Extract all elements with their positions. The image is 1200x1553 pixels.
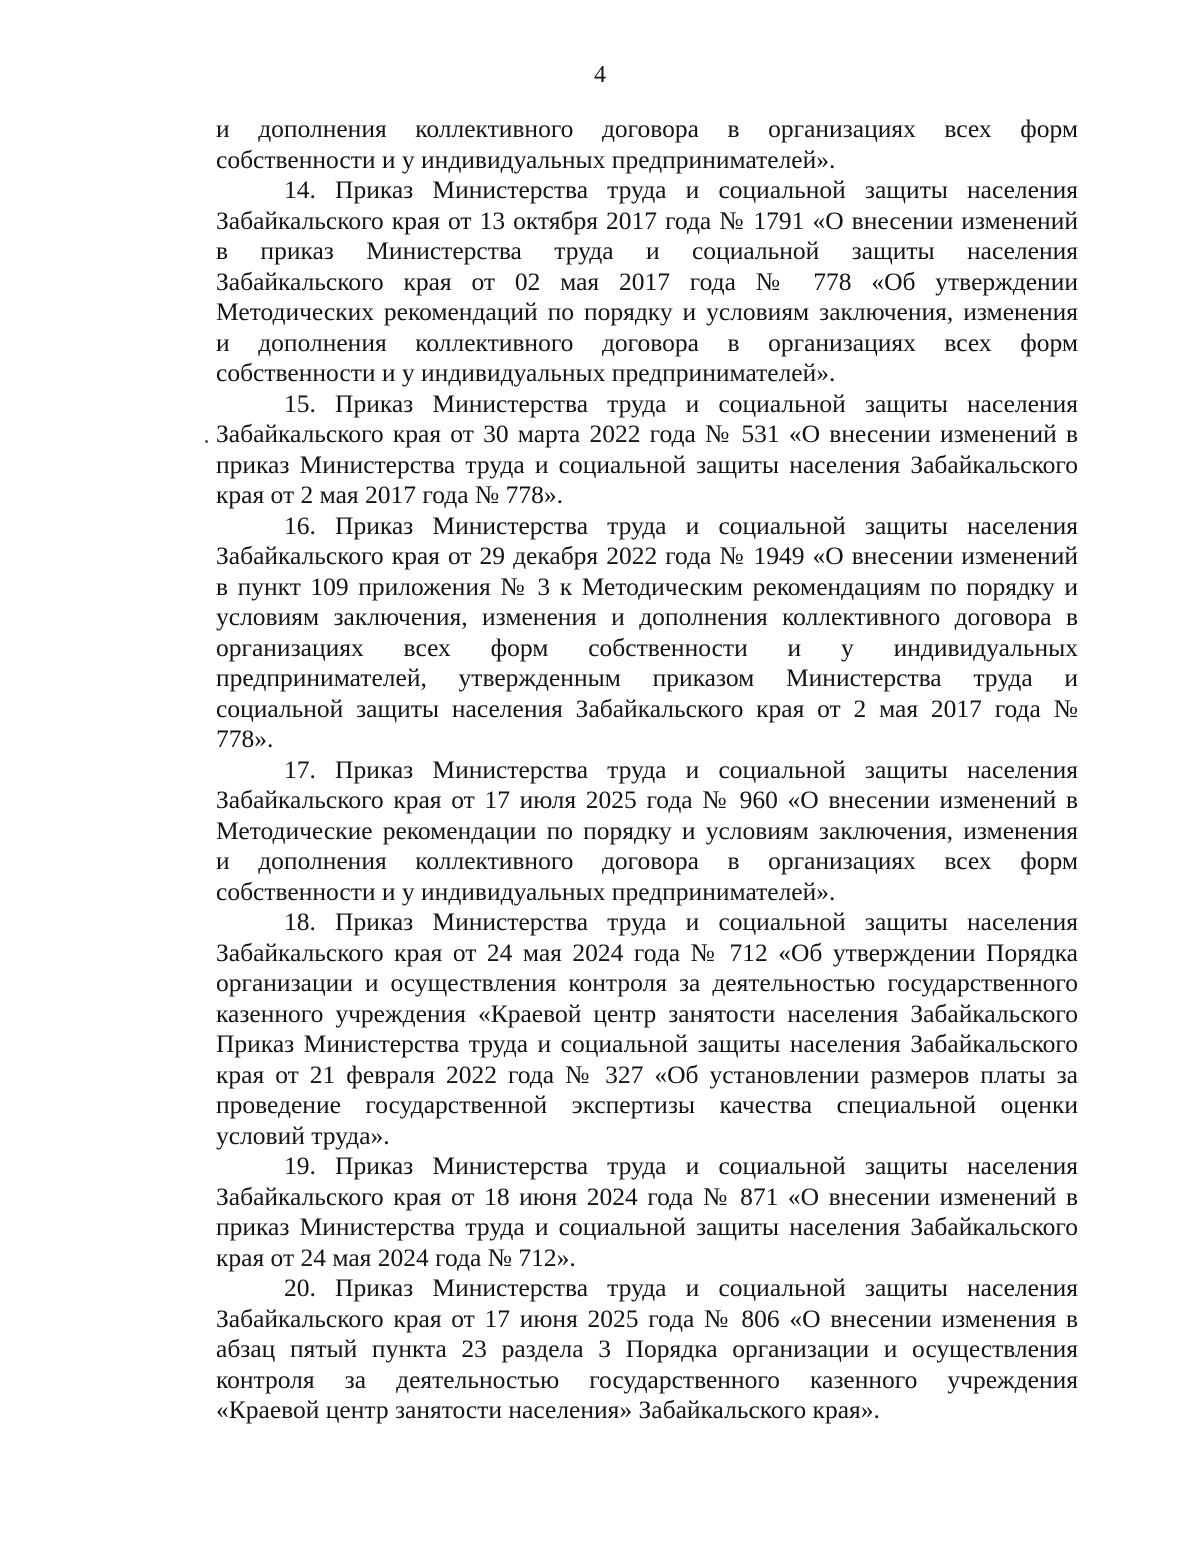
text-line: Методических рекомендаций по порядку и условиям заключения, изменения — [216, 297, 1078, 326]
text-line: 17. Приказ Министерства труда и социальной защиты населения — [284, 754, 1078, 784]
text-line: 778». — [216, 724, 274, 753]
text-line: казенного учреждения «Краевой центр занятости населения Забайкальского — [216, 998, 1078, 1028]
text-line: 16. Приказ Министерства труда и социальной защиты населения — [284, 510, 1078, 540]
text-line: абзац пятый пункта 23 раздела 3 Порядка организации и осуществления — [216, 1334, 1078, 1363]
text-line: 15. Приказ Министерства труда и социальной защиты населения — [284, 388, 1078, 418]
text-line: Забайкальского края от 24 мая 2024 года № 712 «Об утверждении Порядка — [216, 937, 1078, 967]
page-number: 4 — [594, 62, 606, 88]
document-body — [216, 114, 1078, 1426]
text-line: приказ Министерства труда и социальной защиты населения Забайкальского — [216, 1212, 1078, 1241]
text-line: собственности и у индивидуальных предпринимателей». — [216, 358, 836, 387]
text-line: 14. Приказ Министерства труда и социальной защиты населения — [284, 175, 1078, 204]
text-line: и дополнения коллективного договора в организациях всех форм — [216, 327, 1078, 357]
text-line: края от 21 февраля 2022 года № 327 «Об установлении размеров платы за — [216, 1059, 1078, 1089]
text-line: в пункт 109 приложения № 3 к Методическим рекомендациям по порядку и — [216, 571, 1078, 601]
text-line: собственности и у индивидуальных предпринимателей». — [216, 876, 836, 906]
text-line: в приказ Министерства труда и социальной защиты населения — [216, 236, 1078, 265]
text-line: Забайкальского края от 29 декабря 2022 года № 1949 «О внесении изменений — [216, 541, 1078, 570]
text-line: 19. Приказ Министерства труда и социальной защиты населения — [284, 1151, 1078, 1180]
text-line: 18. Приказ Министерства труда и социальной защиты населения — [284, 907, 1078, 936]
text-line: 20. Приказ Министерства труда и социальной защиты населения — [284, 1273, 1078, 1302]
text-line: «Краевой центр занятости населения» Забайкальского края». — [216, 1395, 880, 1424]
text-line: социальной защиты населения Забайкальского края от 2 мая 2017 года № — [216, 693, 1078, 723]
text-line: Забайкальского края от 02 мая 2017 года № 778 «Об утверждении — [216, 266, 1078, 296]
text-line: проведение государственной экспертизы качества специальной оценки — [216, 1090, 1078, 1119]
text-line: организациях всех форм собственности и у индивидуальных — [216, 632, 1078, 662]
text-line: контроля за деятельностью государственного казенного учреждения — [216, 1364, 1078, 1394]
text-line: условиям заключения, изменения и дополнения коллективного договора в — [216, 602, 1078, 631]
text-line: и дополнения коллективного договора в организациях всех форм — [216, 846, 1078, 875]
text-line: условий труда». — [216, 1120, 390, 1150]
text-line: Методические рекомендации по порядку и условиям заключения, изменения — [216, 815, 1078, 845]
text-line: и дополнения коллективного договора в организациях всех форм — [216, 114, 1078, 143]
text-line: организации и осуществления контроля за деятельностью государственного — [216, 968, 1078, 997]
text-line: Забайкальского края от 30 марта 2022 года № 531 «О внесении изменений в — [216, 419, 1078, 448]
text-line: Забайкальского края от 18 июня 2024 года № 871 «О внесении изменений в — [216, 1181, 1078, 1211]
text-line: края от 24 мая 2024 года № 712». — [216, 1242, 576, 1272]
text-line: предпринимателей, утвержденным приказом Министерства труда и — [216, 663, 1078, 692]
text-line: Забайкальского края от 17 июня 2025 года № 806 «О внесении изменения в — [216, 1303, 1078, 1333]
scan-speck — [205, 440, 208, 443]
text-line: края от 2 мая 2017 года № 778». — [216, 480, 563, 509]
text-line: собственности и у индивидуальных предпринимателей». — [216, 144, 836, 174]
text-line: приказ Министерства труда и социальной защиты населения Забайкальского — [216, 449, 1078, 479]
text-line: Приказ Министерства труда и социальной защиты населения Забайкальского — [216, 1029, 1078, 1058]
text-line: Забайкальского края от 13 октября 2017 года № 1791 «О внесении изменений — [216, 205, 1078, 235]
text-line: Забайкальского края от 17 июля 2025 года № 960 «О внесении изменений в — [216, 785, 1078, 814]
